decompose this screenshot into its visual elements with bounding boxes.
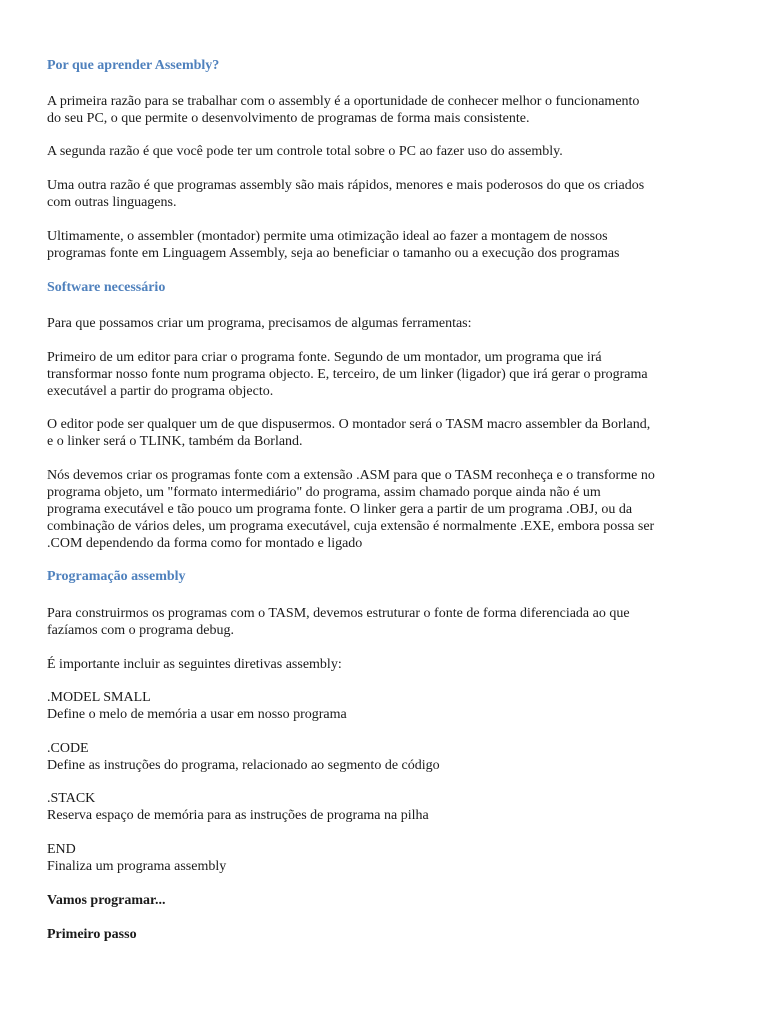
text-line: fazíamos com o programa debug. [47,623,234,638]
directive-stack [47,790,737,824]
section-heading-software: Software necessário [47,280,166,295]
text-line: Para construirmos os programas com o TASM, devemos estruturar o fonte de forma diferenciada ao que [47,606,630,621]
text-line: com outras linguagens. [47,195,177,210]
text-line: programas fonte em Linguagem Assembly, seja ao beneficiar o tamanho ou a execução dos programas [47,246,620,261]
text-line: Finaliza um programa assembly [47,859,227,874]
section-heading-why-assembly: Por que aprender Assembly? [47,58,220,73]
section-heading-programming: Programação assembly [47,569,186,584]
text-line: A segunda razão é que você pode ter um controle total sobre o PC ao fazer uso do assembly. [47,144,563,159]
text-line: programa executável e tão pouco um programa fonte. O linker gera a partir de um programa .OBJ, ou da [47,502,633,517]
directive-model [47,689,737,723]
text-line: .STACK [47,791,96,806]
text-line: Nós devemos criar os programas fonte com a extensão .ASM para que o TASM reconheça e o transforme no [47,468,655,483]
text-line: A primeira razão para se trabalhar com o assembly é a oportunidade de conhecer melhor o funcionamento [47,94,640,109]
paragraph [47,177,737,211]
text-line: Para que possamos criar um programa, precisamos de algumas ferramentas: [47,316,472,331]
paragraph [47,349,737,400]
paragraph [47,605,737,639]
paragraph [47,93,737,127]
paragraph [47,467,737,552]
text-line: O editor pode ser qualquer um de que dispusermos. O montador será o TASM macro assembler da Borland, [47,417,651,432]
text-line: Primeiro de um editor para criar o programa fonte. Segundo de um montador, um programa que irá [47,350,602,365]
text-line: Define o melo de memória a usar em nosso programa [47,707,347,722]
directive-end [47,841,737,875]
bold-heading-first-step: Primeiro passo [47,927,137,942]
text-line: Define as instruções do programa, relacionado ao segmento de código [47,758,440,773]
directive-code [47,740,737,774]
text-line: executável a partir do programa objecto. [47,384,274,399]
paragraph [47,315,737,332]
text-line: .CODE [47,741,89,756]
text-line: Reserva espaço de memória para as instruções de programa na pilha [47,808,429,823]
paragraph [47,416,737,450]
paragraph [47,228,737,262]
text-line: transformar nosso fonte num programa objecto. E, terceiro, de um linker (ligador) que irá gerar o programa [47,367,648,382]
paragraph [47,143,737,160]
text-line: programa objeto, um "formato intermediário" do programa, assim chamado porque ainda não é um [47,485,601,500]
text-line: do seu PC, o que permite o desenvolvimento de programas de forma mais consistente. [47,111,530,126]
bold-heading-lets-program: Vamos programar... [47,893,166,908]
text-line: END [47,842,76,857]
text-line: combinação de vários deles, um programa executável, cuja extensão é normalmente .EXE, embora possa ser [47,519,655,534]
text-line: .COM dependendo da forma como for montado e ligado [47,536,363,551]
text-line: É importante incluir as seguintes diretivas assembly: [47,657,342,672]
paragraph [47,656,737,673]
text-line: e o linker será o TLINK, também da Borland. [47,434,303,449]
text-line: .MODEL SMALL [47,690,151,705]
text-line: Uma outra razão é que programas assembly são mais rápidos, menores e mais poderosos do que os criados [47,178,645,193]
text-line: Ultimamente, o assembler (montador) permite uma otimização ideal ao fazer a montagem de nossos [47,229,608,244]
